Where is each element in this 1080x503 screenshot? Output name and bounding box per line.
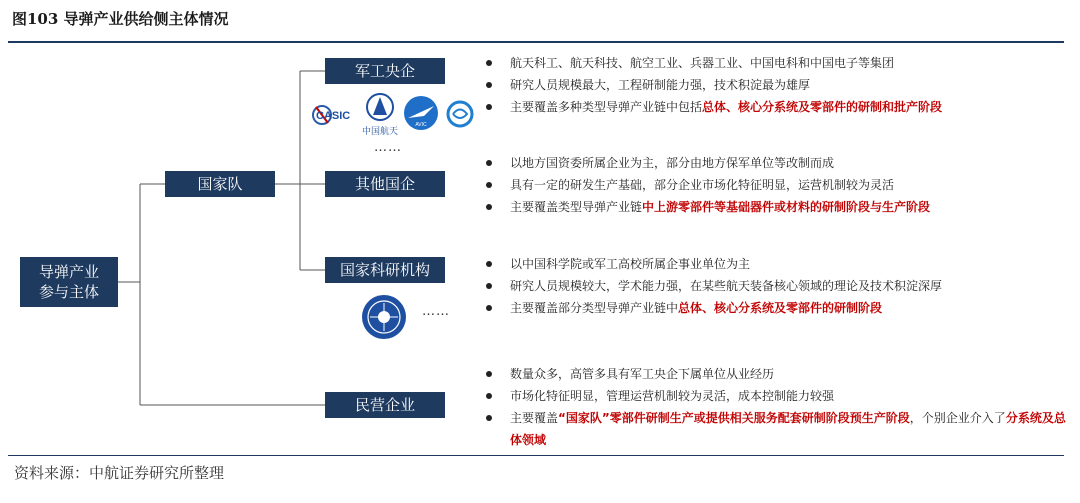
- bullet-item: [482, 96, 1072, 118]
- category-research-inst-label: 国家科研机构: [339, 261, 430, 279]
- source-note: 资料来源：中航证券研究所整理: [14, 464, 225, 482]
- bullet-text: 航天科工、航天科技、航空工业、兵器工业、中国电科和中国电子等集团: [510, 56, 895, 70]
- category-other-soe-label: 其他国企: [354, 175, 415, 193]
- bullet-item: [482, 253, 1072, 275]
- highlight-text: 中上游零部件等基础器件或材料的研制阶段与生产阶段: [642, 200, 931, 214]
- root-box: [20, 257, 118, 307]
- bullet-item: [482, 385, 1072, 407]
- category-private-label: 民营企业: [354, 396, 415, 414]
- bullet-item: [482, 363, 1072, 385]
- national-team-label: 国家队: [197, 175, 243, 193]
- cetc-logo: [444, 100, 476, 128]
- category-private-box: [325, 392, 445, 418]
- bullet-text: 研究人员规模较大，学术能力强，在某些航天装备核心领域的理论及技术积淀深厚: [510, 279, 943, 293]
- bullet-text: 以中国科学院或军工高校所属企事业单位为主: [510, 257, 751, 271]
- bullet-text: 主要覆盖部分类型导弹产业链中: [510, 301, 679, 315]
- highlight-text: 总体、核心分系统及零部件的研制阶段: [678, 301, 883, 315]
- national-team-box: [165, 171, 275, 197]
- bullets-private: [482, 363, 1072, 451]
- highlight-text: 分系统及总体领域: [510, 411, 1066, 447]
- avic-logo: [402, 94, 440, 132]
- bullet-item: [482, 74, 1072, 96]
- highlight-text: “国家队”零部件研制生产或提供相关服务配套研制阶段预生产阶段: [558, 411, 910, 425]
- highlight-text: 总体、核心分系统及零部件的研制和批产阶段: [702, 100, 943, 114]
- bullet-text: 主要覆盖类型导弹产业链: [510, 200, 643, 214]
- category-other-soe-box: [325, 171, 445, 197]
- bullet-item: [482, 275, 1072, 297]
- root-label: 导弹产业 参与主体: [38, 263, 99, 301]
- avic-logo-text: AVIC: [415, 122, 427, 128]
- bullet-text: 主要覆盖: [510, 411, 559, 425]
- casic-logo: [306, 97, 362, 133]
- casic-logo-text: CASIC: [316, 110, 351, 122]
- research-ellipsis: ……: [422, 304, 450, 319]
- bullet-text: 数量众多，高管多具有军工央企下属单位从业经历: [510, 367, 775, 381]
- bullet-item: [482, 152, 1072, 174]
- bullet-text: 具有一定的研发生产基础，部分企业市场化特征明显，运营机制较为灵活: [510, 178, 895, 192]
- bullets-military-soe: [482, 52, 1072, 118]
- casc-logo-text: 中国航天: [362, 127, 398, 137]
- bullet-item: [482, 174, 1072, 196]
- bullet-item: [482, 297, 1072, 319]
- bullet-item: [482, 407, 1072, 451]
- bullets-other-soe: [482, 152, 1072, 218]
- category-military-soe-label: 军工央企: [354, 62, 415, 80]
- bullet-item: [482, 52, 1072, 74]
- bottom-rule: [8, 455, 1064, 456]
- bullet-item: [482, 196, 1072, 218]
- figure-title: 图103 导弹产业供给侧主体情况: [12, 10, 229, 28]
- bullets-research-inst: [482, 253, 1072, 319]
- bullet-text: 研究人员规模最大，工程研制能力强，技术积淀最为雄厚: [510, 78, 811, 92]
- bullet-text: 以地方国资委所属企业为主，部分由地方保军单位等改制而成: [510, 156, 835, 170]
- category-military-soe-box: [325, 58, 445, 84]
- bullet-text: 主要覆盖多种类型导弹产业链中包括: [510, 100, 703, 114]
- bullet-text: 市场化特征明显，管理运营机制较为灵活，成本控制能力较强: [510, 389, 835, 403]
- cas-logo: [360, 293, 408, 341]
- category-research-inst-box: [325, 257, 445, 283]
- casc-logo: [362, 93, 398, 137]
- bullet-text: ，个别企业介入了: [909, 411, 1006, 425]
- military-ellipsis: ……: [374, 140, 402, 155]
